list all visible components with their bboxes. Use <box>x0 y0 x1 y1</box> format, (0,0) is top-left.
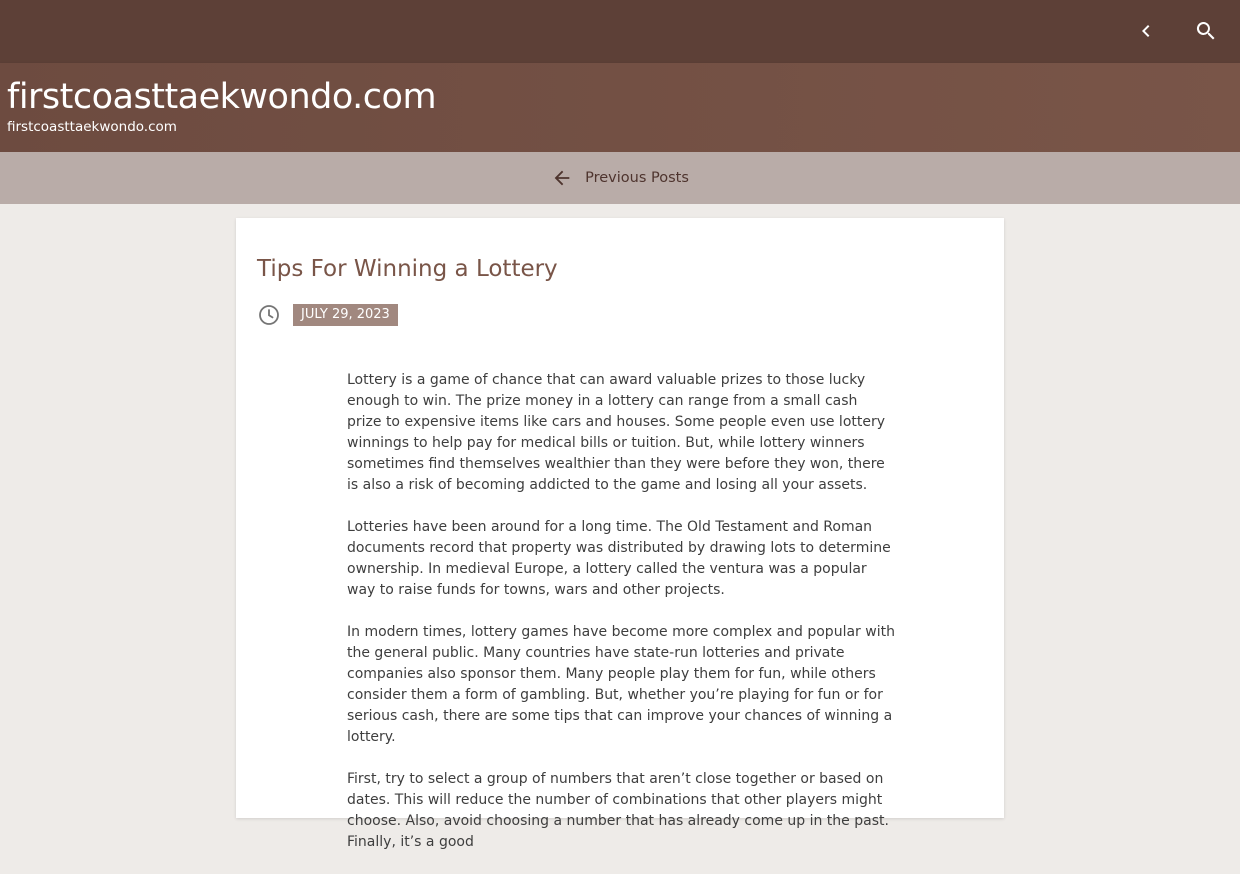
post-card <box>236 218 1004 850</box>
chevron-left-icon[interactable] <box>1129 14 1163 48</box>
top-app-bar <box>0 0 1240 63</box>
pagination-bar <box>0 152 1240 204</box>
previous-posts-link[interactable] <box>551 167 689 189</box>
site-description: firstcoasttaekwondo.com <box>7 119 177 135</box>
site-title[interactable]: firstcoasttaekwondo.com <box>7 77 437 117</box>
post-paragraph: First, try to select a group of numbers that aren’t close together or based on dates. This will reduce the number of combinations that other players might choose. Also, avoid choosing a number that has already come up in the past. Finally, it’s a good <box>347 771 889 850</box>
clock-icon <box>257 303 281 327</box>
post-paragraph: Lotteries have been around for a long time. The Old Testament and Roman documents record that property was distributed by drawing lots to determine ownership. In medieval Europe, a lottery called the ventura was a popular way to raise funds for towns, wars and other projects. <box>347 519 891 598</box>
arrow-left-icon <box>551 167 573 189</box>
post-date-badge[interactable]: JULY 29, 2023 <box>293 304 398 326</box>
search-icon[interactable] <box>1189 14 1223 48</box>
post-body <box>347 370 895 874</box>
post-title[interactable]: Tips For Winning a Lottery <box>257 256 558 282</box>
previous-posts-label: Previous Posts <box>585 170 689 186</box>
post-paragraph: In modern times, lottery games have become more complex and popular with the general public. Many countries have state-run lotteries and private companies also sponsor them. Many people play them for fun, while others consider them a form of gambling. But, whether you’re playing for fun or for serious cash, there are some tips that can improve your chances of winning a lottery. <box>347 624 895 745</box>
site-header <box>0 63 1240 152</box>
post-paragraph: Lottery is a game of chance that can award valuable prizes to those lucky enough to win. The prize money in a lottery can range from a small cash prize to expensive items like cars and houses. Some people even use lottery winnings to help pay for medical bills or tuition. But, while lottery winners sometimes find themselves wealthier than they were before they won, there is also a risk of becoming addicted to the game and losing all your assets. <box>347 372 886 493</box>
